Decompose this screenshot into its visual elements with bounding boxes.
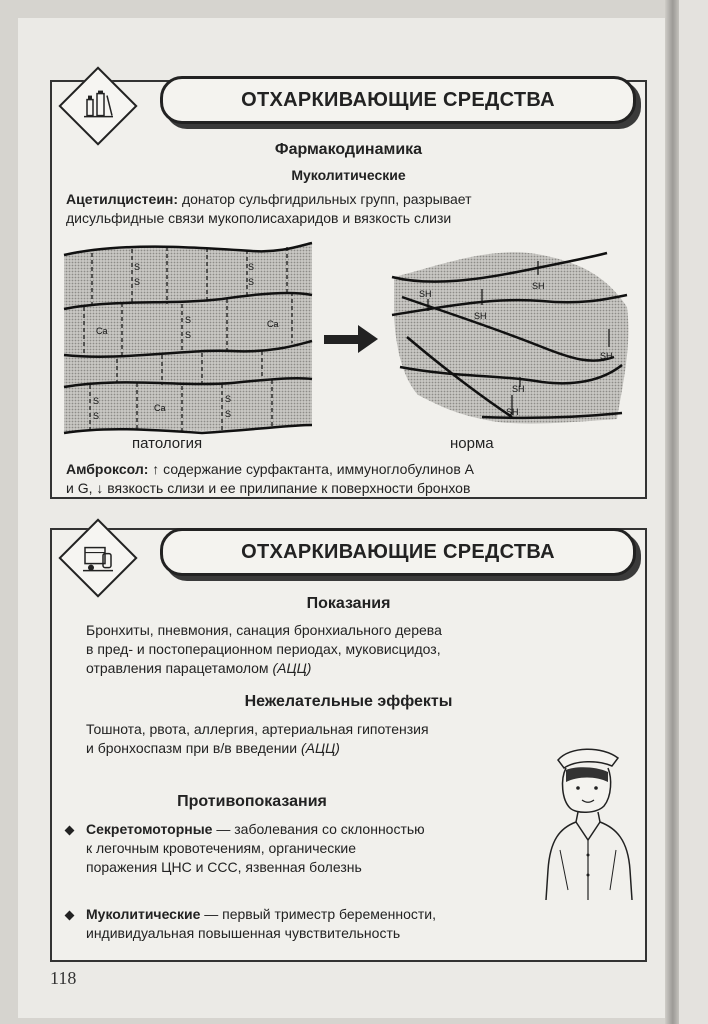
indications-line1: Бронхиты, пневмония, санация бронхиального дерева <box>86 622 442 638</box>
s-label: S <box>225 394 232 404</box>
sh-label: SH <box>600 351 613 361</box>
panel2-badge <box>58 518 137 597</box>
ambroxol-desc: ↑ содержание сурфактанта, иммуноглобулинов А <box>152 461 474 477</box>
s-label: S <box>93 411 100 421</box>
medicine-vials-icon <box>79 86 117 124</box>
contra-item-2-term: Муколитические <box>86 906 201 922</box>
ambroxol-term: Амброксол: <box>66 461 149 477</box>
section-title-pharmacodynamics: Фармакодинамика <box>274 141 423 158</box>
sh-label: SH <box>474 311 487 321</box>
page-number: 118 <box>50 968 77 988</box>
normal-mucus <box>392 252 628 423</box>
sh-label: SH <box>419 289 432 299</box>
medicine-box-icon <box>79 538 117 576</box>
mucus-diagram <box>62 237 637 462</box>
adverse-line1: Тошнота, рвота, аллергия, артериальная гипотензия <box>86 721 429 737</box>
contra-item-1-line2: к легочным кровотечениям, органические <box>86 840 357 856</box>
s-label: S <box>134 277 141 287</box>
indications-note: (АЦЦ) <box>272 660 312 676</box>
sh-label: SH <box>506 407 519 417</box>
next-page-edge <box>679 0 708 1024</box>
s-label: S <box>185 315 192 325</box>
panel1-header: ОТХАРКИВАЮЩИЕ СРЕДСТВА <box>160 76 636 124</box>
s-label: S <box>248 277 255 287</box>
adverse-note: (АЦЦ) <box>300 740 340 756</box>
acetylcysteine-line2: дисульфидные связи мукополисахаридов и вязкость слизи <box>66 210 452 226</box>
adverse-line2-text: и бронхоспазм при в/в введении <box>86 740 298 756</box>
acetylcysteine-desc: донатор сульфгидрильных групп, разрывает <box>181 191 472 207</box>
contra-item-1-desc: — заболевания со склонностью <box>212 821 425 837</box>
panel2-header: ОТХАРКИВАЮЩИЕ СРЕДСТВА <box>160 528 636 576</box>
contra-item-2-desc: — первый триместр беременности, <box>200 906 437 922</box>
indications-line3-text: отравления парацетамолом <box>86 660 269 676</box>
contra-item-1-term: Секретомоторные <box>86 821 213 837</box>
nurse-illustration <box>540 740 640 905</box>
pathology-caption: патология <box>132 435 203 452</box>
s-label: S <box>248 262 255 272</box>
bullet-icon <box>65 911 75 921</box>
ambroxol-line1 <box>66 460 641 479</box>
contra-item-1-line3: поражения ЦНС и ССС, язвенная болезнь <box>86 859 362 875</box>
acetylcysteine-term: Ацетилцистеин: <box>66 191 179 207</box>
book-spine <box>665 0 679 1024</box>
ca-label: Ca <box>96 326 108 336</box>
ambroxol-line2: и G, ↓ вязкость слизи и ее прилипание к поверхности бронхов <box>66 480 471 496</box>
pharmacodynamics-panel <box>50 80 647 499</box>
s-label: S <box>93 396 100 406</box>
s-label: S <box>185 330 192 340</box>
adverse-title: Нежелательные эффекты <box>244 693 453 710</box>
subsection-title-mucolytic: Муколитические <box>291 167 406 183</box>
contra-item-2-line1 <box>86 905 636 924</box>
indications-line2: в пред- и постоперационном периодах, муковисцидоз, <box>86 641 441 657</box>
ca-label: Ca <box>154 403 166 413</box>
acetylcysteine-line1 <box>66 190 636 209</box>
s-label: S <box>134 262 141 272</box>
sh-label: SH <box>512 384 525 394</box>
s-label: S <box>225 409 232 419</box>
contraindications-title: Противопоказания <box>177 793 327 810</box>
normal-caption: норма <box>450 435 494 452</box>
sh-label: SH <box>532 281 545 291</box>
transition-arrow <box>324 325 378 353</box>
indications-title: Показания <box>306 595 391 612</box>
indications-panel <box>50 528 647 962</box>
ca-label: Ca <box>267 319 279 329</box>
bullet-icon <box>65 826 75 836</box>
contra-item-2-line2: индивидуальная повышенная чувствительность <box>86 925 401 941</box>
pathology-mucus <box>64 243 312 433</box>
indications-line3 <box>86 659 626 678</box>
contra-item-1-line1 <box>86 820 556 839</box>
